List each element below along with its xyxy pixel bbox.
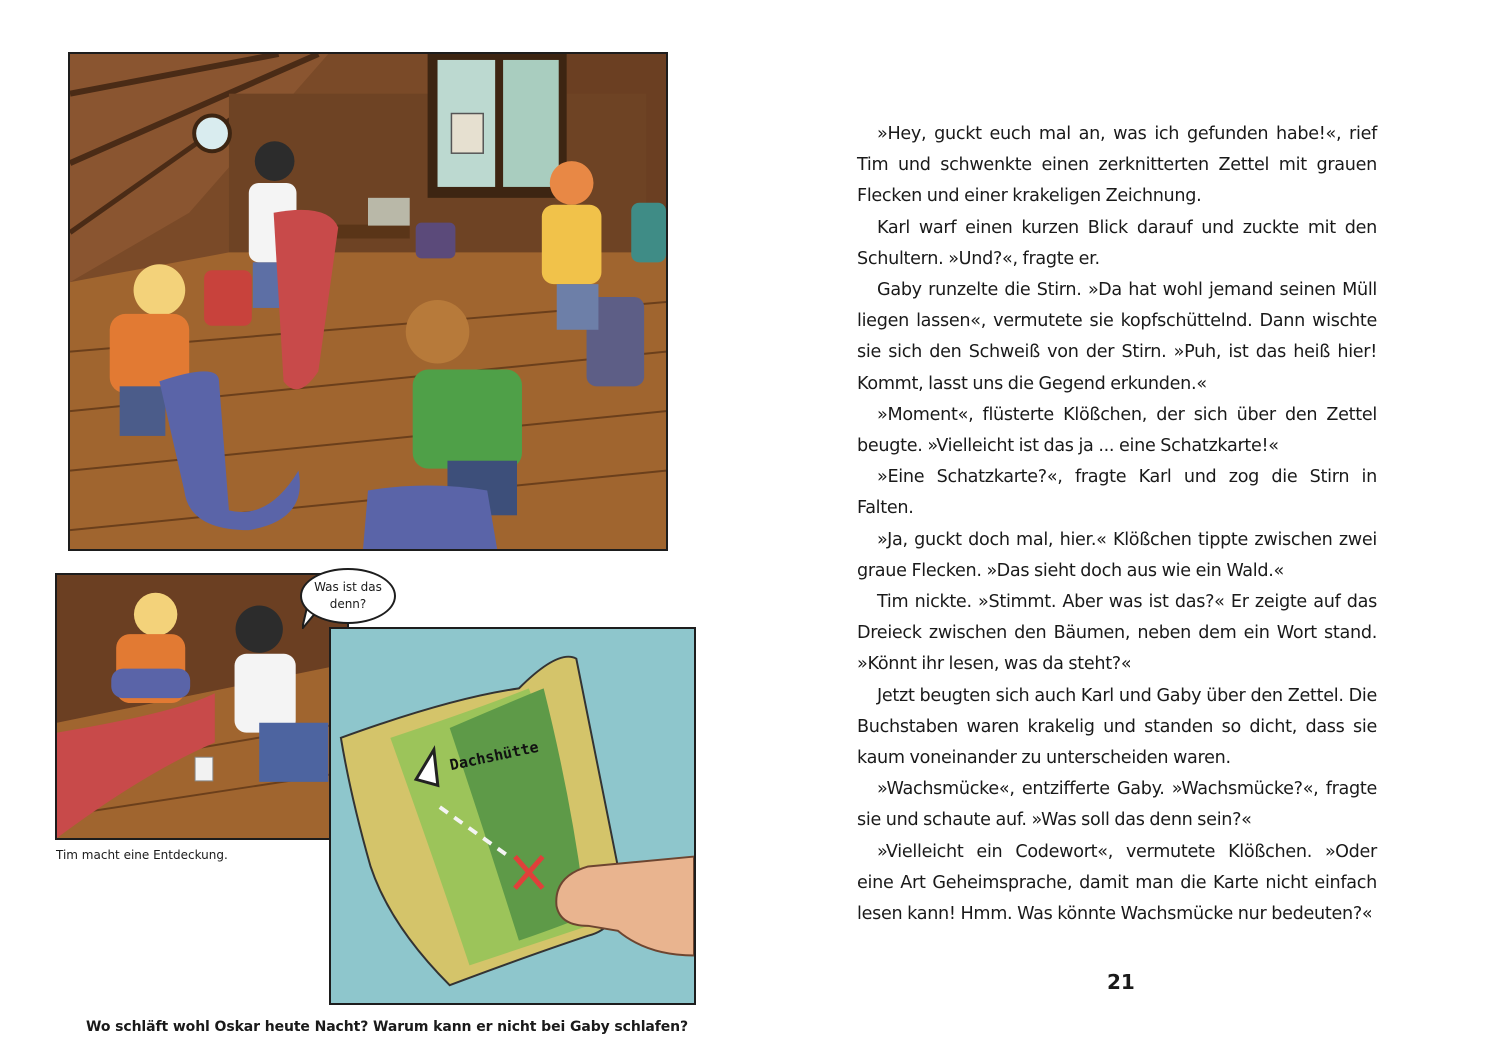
- map-label: Dachshütte: [448, 737, 541, 775]
- story-text: [857, 119, 1377, 930]
- image-caption: Tim macht eine Entdeckung.: [56, 848, 228, 862]
- story-paragraph: »Hey, guckt euch mal an, was ich gefunden habe!«, rief Tim und schwenkte einen zerknitterten Zettel mit grauen Flecken und einer krakeligen Zeichnung.: [857, 124, 1377, 207]
- story-paragraph: »Wachsmücke«, entzifferte Gaby. »Wachsmücke?«, fragte sie und schaute auf. »Was soll das denn sein?«: [857, 779, 1377, 831]
- speech-bubble: [300, 568, 396, 624]
- treasure-map-drawing: [331, 629, 694, 1003]
- attic-scene-illustration: [68, 52, 668, 551]
- story-paragraph: »Ja, guckt doch mal, hier.« Klößchen tippte zwischen zwei graue Flecken. »Das sieht doch aus wie ein Wald.«: [857, 529, 1377, 581]
- attic-scene-drawing: [70, 54, 666, 549]
- story-paragraph: »Vielleicht ein Codewort«, vermutete Klößchen. »Oder eine Art Geheimsprache, damit man die Karte nicht einfach lesen kann! Hmm. Was könnte Wachsmücke nur bedeuten?«: [857, 841, 1377, 925]
- story-paragraph: »Eine Schatzkarte?«, fragte Karl und zog die Stirn in Falten.: [857, 467, 1377, 519]
- story-paragraph: »Moment«, flüsterte Klößchen, der sich über den Zettel beugte. »Vielleicht ist das ja ... eine Schatzkarte!«: [857, 404, 1377, 457]
- story-paragraph: Jetzt beugten sich auch Karl und Gaby über den Zettel. Die Buchstaben waren krakelig und standen so dicht, dass sie kaum voneinander zu unterscheiden waren.: [857, 685, 1377, 769]
- reader-question: Wo schläft wohl Oskar heute Nacht? Warum kann er nicht bei Gaby schlafen?: [86, 1019, 689, 1035]
- story-paragraph: Tim nickte. »Stimmt. Aber was ist das?« Er zeigte auf das Dreieck zwischen den Bäumen, neben dem ein Wort stand. »Könnt ihr lesen, was da steht?«: [857, 592, 1377, 675]
- page-number: 21: [1107, 970, 1135, 994]
- story-paragraph: Gaby runzelte die Stirn. »Da hat wohl jemand seinen Müll liegen lassen«, vermutete sie kopfschüttelnd. Dann wischte sie sich den Schweiß von der Stirn. »Puh, ist das heiß hier! Kommt, lasst uns die Gegend erkunden.«: [857, 280, 1377, 394]
- story-paragraph: Karl warf einen kurzen Blick darauf und zuckte mit den Schultern. »Und?«, fragte er.: [857, 217, 1377, 269]
- treasure-map-illustration: [329, 627, 696, 1005]
- speech-bubble-text: Was ist das denn?: [314, 580, 382, 611]
